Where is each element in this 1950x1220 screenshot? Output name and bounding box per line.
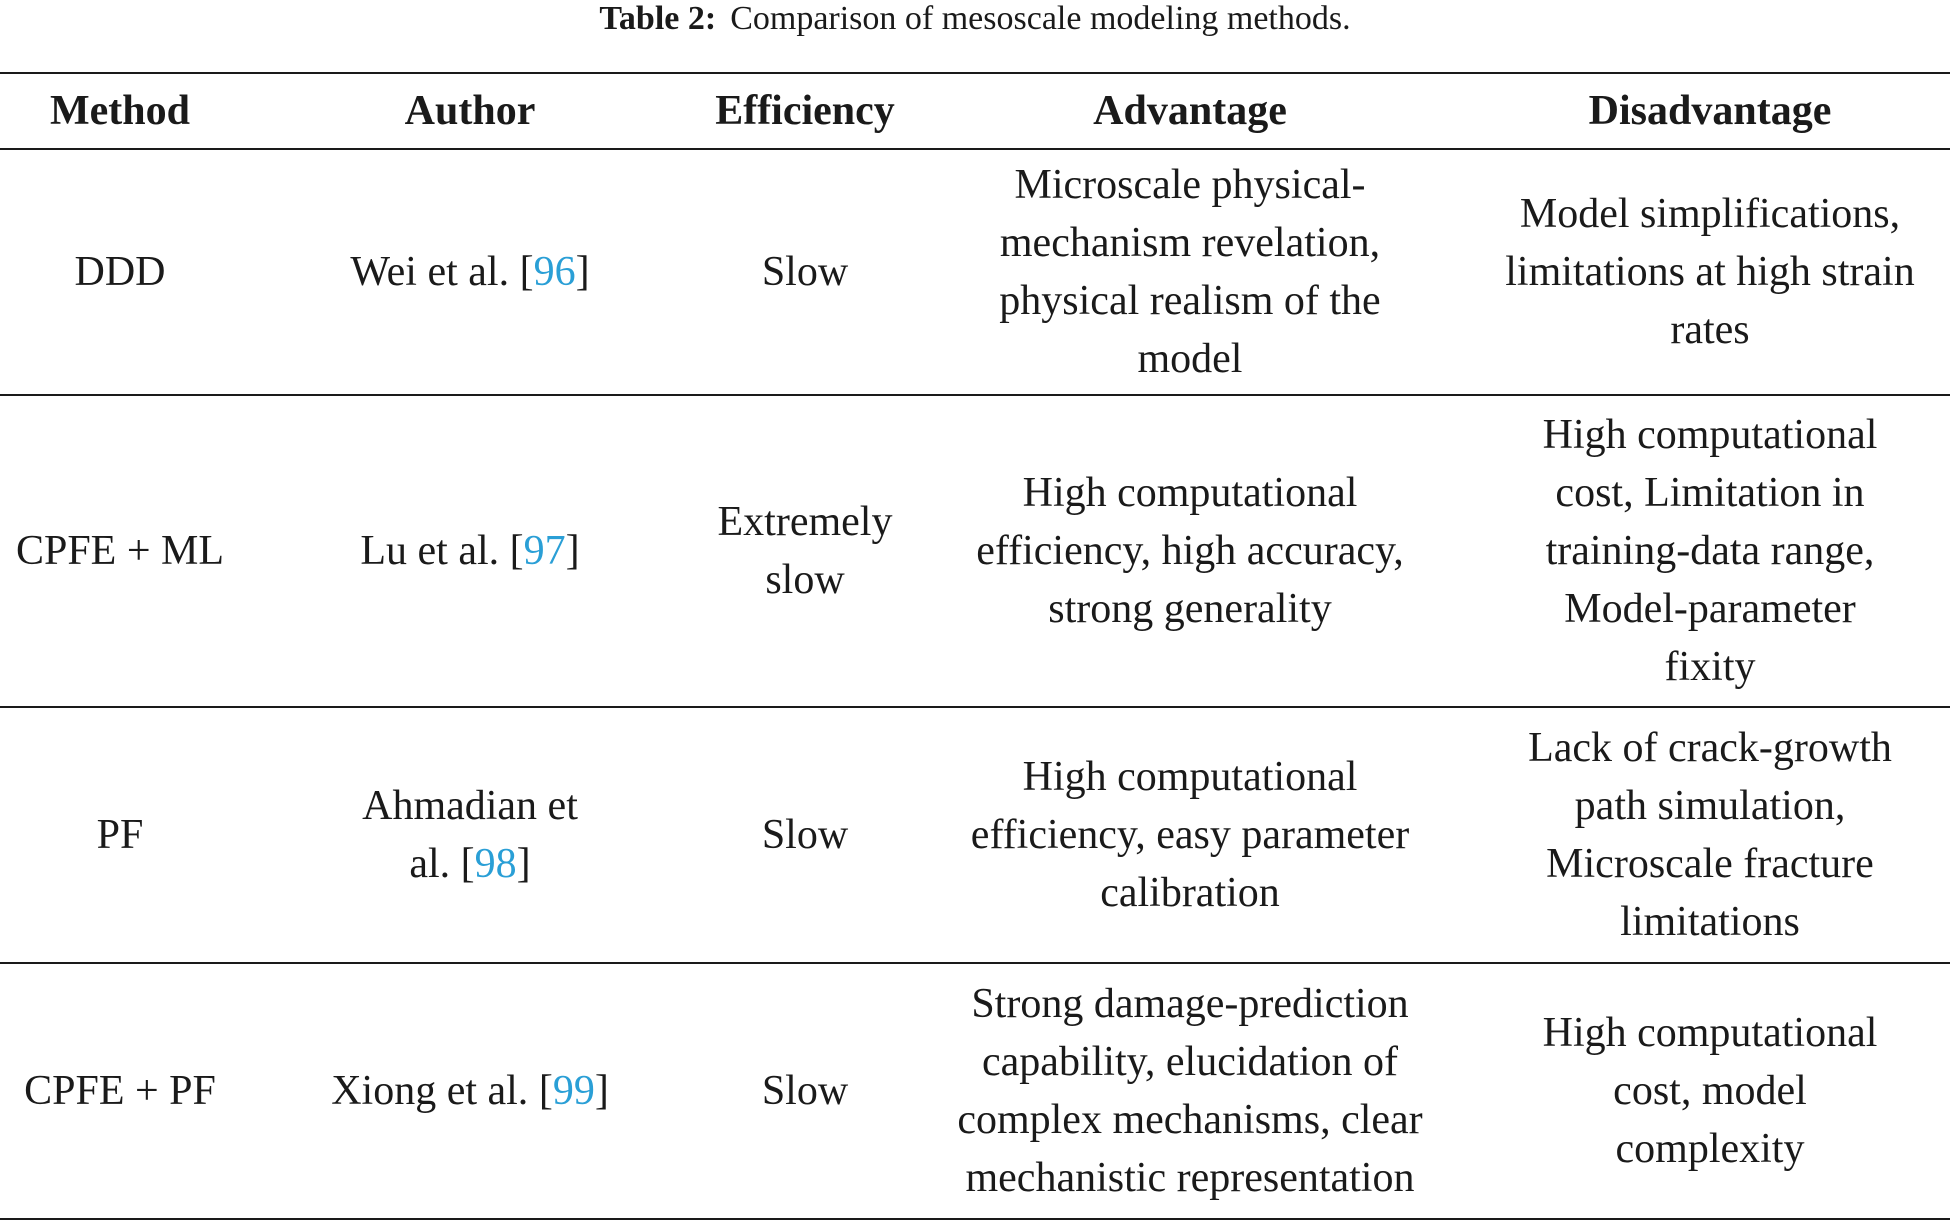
advantage-text: High computational efficiency, easy parameter calibration bbox=[970, 754, 1410, 916]
efficiency-cell: Slow bbox=[761, 249, 849, 295]
method-cell: PF bbox=[96, 812, 144, 858]
reference-link[interactable]: 96 bbox=[533, 249, 576, 295]
table-row bbox=[0, 963, 1950, 1219]
advantage-cell bbox=[910, 395, 1470, 707]
disadvantage-text: High computational cost, Limitation in training-data range, Model-parameter fixity bbox=[1542, 412, 1878, 690]
disadvantage-cell bbox=[1470, 707, 1950, 963]
author-name: Wei et al. bbox=[350, 249, 510, 295]
caption-label: Table 2: bbox=[599, 0, 717, 37]
author-name: Xiong et al. bbox=[331, 1068, 529, 1114]
header-advantage: Advantage bbox=[1093, 88, 1287, 134]
table-header-row bbox=[0, 73, 1950, 149]
comparison-table bbox=[0, 72, 1950, 1220]
author-cell: Xiong et al. [99] bbox=[331, 1068, 609, 1114]
header-method: Method bbox=[50, 88, 190, 134]
table-row bbox=[0, 149, 1950, 395]
disadvantage-cell bbox=[1470, 149, 1950, 395]
author-cell: Wei et al. [96] bbox=[350, 249, 590, 295]
advantage-cell bbox=[910, 149, 1470, 395]
header-author: Author bbox=[404, 88, 536, 134]
method-cell: DDD bbox=[74, 249, 166, 295]
advantage-cell bbox=[910, 707, 1470, 963]
disadvantage-text: Lack of crack-growth path simulation, Microscale fracture limitations bbox=[1528, 725, 1892, 945]
caption-text: Comparison of mesoscale modeling methods. bbox=[730, 0, 1351, 37]
author-text: Ahmadian et al. [98] bbox=[362, 783, 578, 887]
author-name: Lu et al. bbox=[360, 528, 500, 574]
table-caption bbox=[0, 0, 1950, 40]
author-cell bbox=[240, 707, 700, 963]
advantage-text: Microscale physical-mechanism revelation, physical realism of the model bbox=[999, 162, 1381, 382]
reference-link[interactable]: 99 bbox=[552, 1068, 595, 1114]
reference-link[interactable]: 97 bbox=[523, 528, 566, 574]
efficiency-cell: Slow bbox=[761, 812, 849, 858]
disadvantage-text: Model simplifications, limitations at high strain rates bbox=[1505, 191, 1915, 353]
advantage-text: High computational efficiency, high accuracy, strong generality bbox=[976, 470, 1404, 632]
author-cell: Lu et al. [97] bbox=[360, 528, 580, 574]
disadvantage-cell bbox=[1470, 963, 1950, 1219]
advantage-text: Strong damage-prediction capability, elucidation of complex mechanisms, clear mechanistic representation bbox=[957, 981, 1423, 1201]
method-cell: CPFE + ML bbox=[15, 528, 225, 574]
header-disadvantage: Disadvantage bbox=[1588, 88, 1832, 134]
method-cell: CPFE + PF bbox=[24, 1068, 216, 1114]
advantage-cell bbox=[910, 963, 1470, 1219]
table-row bbox=[0, 395, 1950, 707]
header-efficiency: Efficiency bbox=[715, 88, 895, 134]
efficiency-text: Extremely slow bbox=[717, 499, 893, 603]
table-row bbox=[0, 707, 1950, 963]
efficiency-cell: Slow bbox=[761, 1068, 849, 1114]
disadvantage-text: High computational cost, model complexity bbox=[1542, 1010, 1878, 1172]
disadvantage-cell bbox=[1470, 395, 1950, 707]
efficiency-cell bbox=[700, 395, 910, 707]
reference-link[interactable]: 98 bbox=[474, 841, 517, 887]
author-name: Ahmadian et al. bbox=[362, 783, 578, 887]
